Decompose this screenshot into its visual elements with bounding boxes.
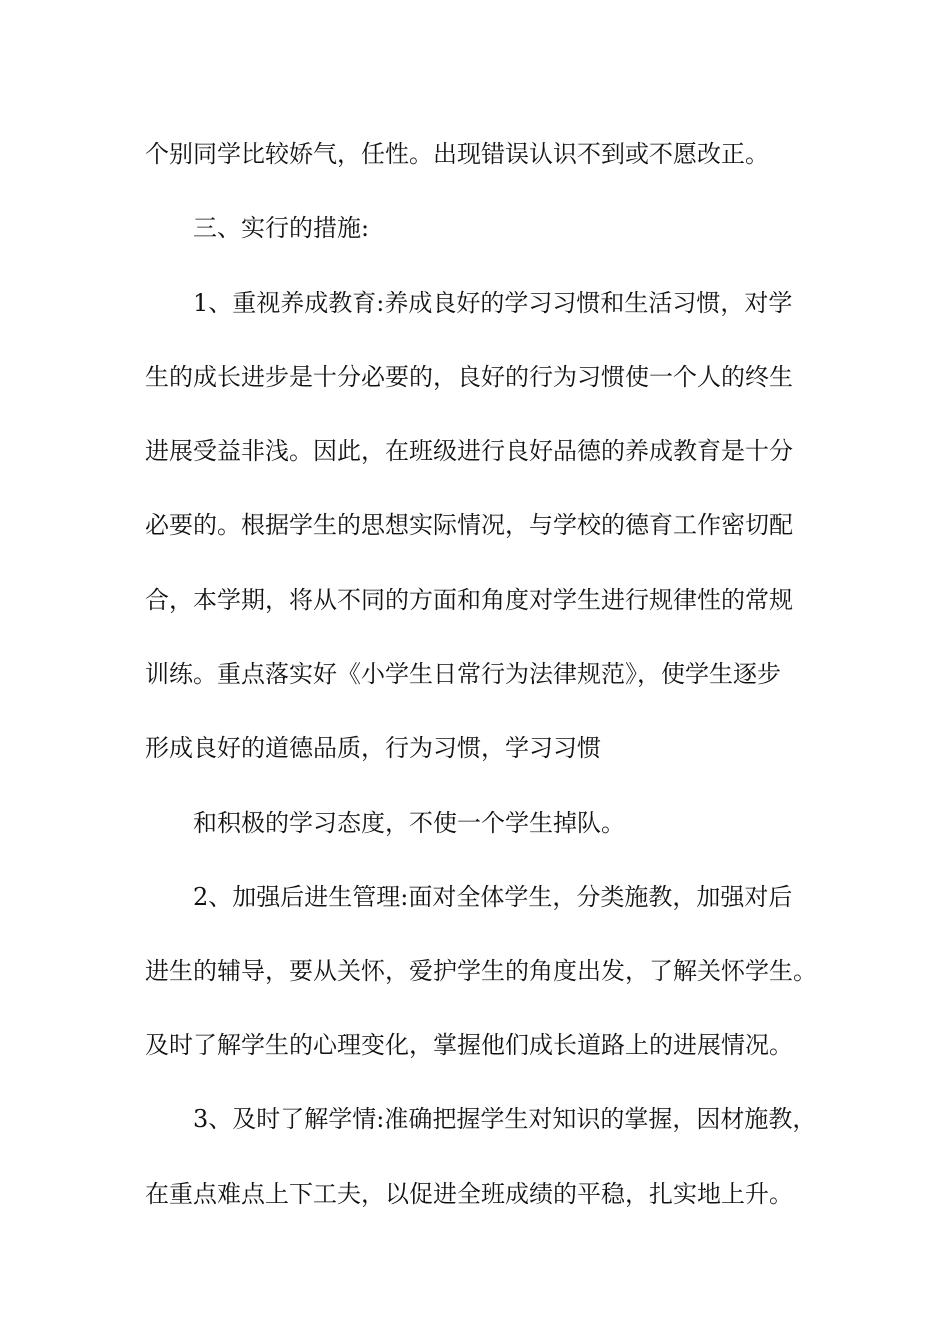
text-line: 生的成长进步是十分必要的，良好的行为习惯使一个人的终生	[145, 363, 793, 391]
text-line: 及时了解学生的心理变化，掌握他们成长道路上的进展情况。	[145, 1031, 793, 1059]
text-line: 在重点难点上下工夫，以促进全班成绩的平稳，扎实地上升。	[145, 1180, 793, 1208]
text-line: 3、及时了解学情:准确把握学生对知识的掌握，因材施教，	[193, 1105, 817, 1133]
text-line: 必要的。根据学生的思想实际情况，与学校的德育工作密切配	[145, 511, 793, 539]
text-line: 合，本学期，将从不同的方面和角度对学生进行规律性的常规	[145, 586, 793, 614]
text-line: 和积极的学习态度，不使一个学生掉队。	[193, 809, 625, 837]
text-line: 1、重视养成教育:养成良好的学习习惯和生活习惯，对学	[193, 289, 793, 317]
text-line: 形成良好的道德品质，行为习惯，学习习惯	[145, 734, 601, 762]
text-line: 进生的辅导，要从关怀，爱护学生的角度出发，了解关怀学生。	[145, 957, 817, 985]
text-line: 个别同学比较娇气，任性。出现错误认识不到或不愿改正。	[145, 140, 769, 168]
text-line: 训练。重点落实好《小学生日常行为法律规范》，使学生逐步	[145, 660, 781, 688]
section-heading: 三、实行的措施:	[193, 214, 370, 242]
text-line: 进展受益非浅。因此，在班级进行良好品德的养成教育是十分	[145, 437, 793, 465]
text-line: 2、加强后进生管理:面对全体学生，分类施教，加强对后	[193, 883, 793, 911]
